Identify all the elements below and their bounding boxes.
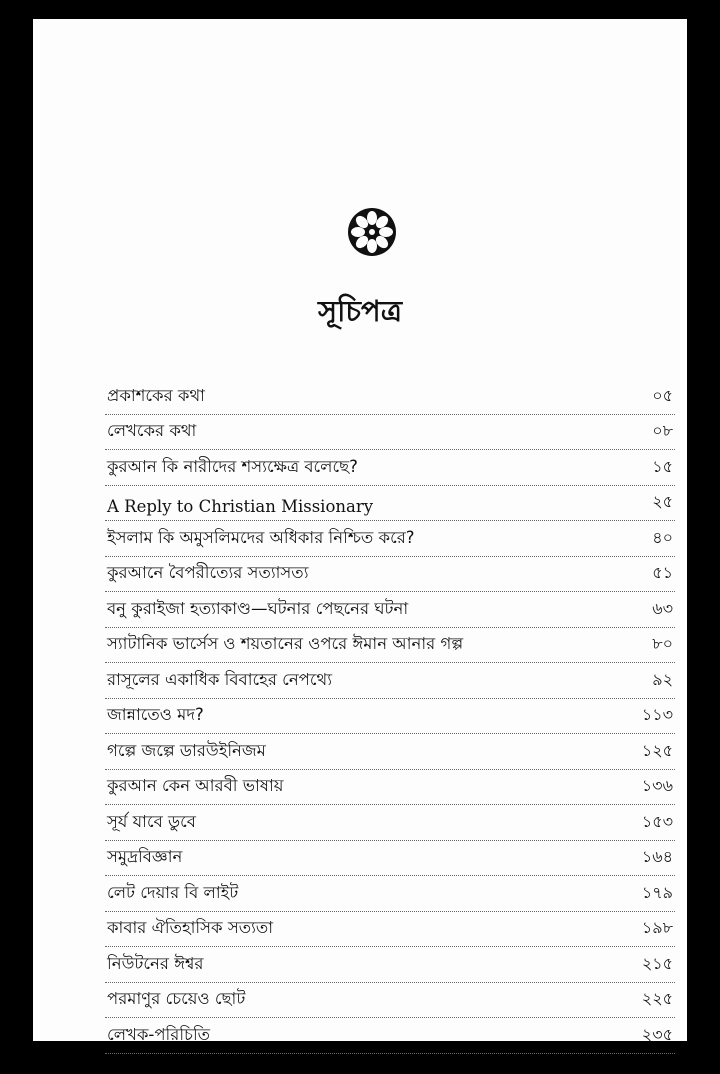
toc-entry-title: কুরআনে বৈপরীত্যের সত্যাসত্য — [107, 563, 309, 582]
toc-entry[interactable] — [105, 912, 675, 948]
toc-entry-title: কুরআন কি নারীদের শস্যক্ষেত্র বলেছে? — [107, 456, 358, 476]
toc-entry[interactable] — [105, 699, 675, 735]
toc-entry-title: গল্পে জল্পে ডারউইনিজম — [107, 740, 266, 760]
toc-entry-page: ০৮ — [652, 421, 673, 440]
toc-entry-title: প্রকাশকের কথা — [107, 385, 205, 405]
toc-entry-title: সূর্য যাবে ডুবে — [107, 811, 196, 831]
table-of-contents — [105, 379, 675, 1054]
toc-entry[interactable] — [105, 1018, 675, 1054]
toc-entry-page: ৮০ — [652, 634, 673, 653]
toc-entry-page: ২৫ — [652, 492, 673, 511]
toc-entry-page: ১৫ — [652, 456, 673, 476]
toc-entry[interactable] — [105, 805, 675, 841]
toc-entry-page: ৪০ — [652, 527, 673, 547]
toc-entry-page: ২৩৫ — [641, 1024, 673, 1044]
flower-ornament-icon — [346, 206, 398, 258]
toc-entry-page: ১১৩ — [641, 705, 673, 724]
toc-entry[interactable] — [105, 841, 675, 877]
toc-entry-title: ইসলাম কি অমুসলিমদের অধিকার নিশ্চিত করে? — [107, 527, 415, 547]
toc-entry[interactable] — [105, 876, 675, 912]
toc-entry-title: জান্নাতেও মদ? — [107, 705, 204, 724]
toc-entry-page: ২২৫ — [641, 989, 673, 1008]
toc-entry[interactable] — [105, 628, 675, 664]
toc-entry[interactable] — [105, 947, 675, 983]
toc-entry-page: ৫১ — [652, 563, 673, 582]
page-title: সূচিপত্র — [317, 294, 403, 328]
toc-entry-page: ০৫ — [652, 385, 673, 405]
toc-entry-title: কুরআন কেন আরবী ভাষায় — [107, 776, 284, 795]
toc-entry-page: ১৬৪ — [641, 847, 673, 866]
toc-entry-title: বনু কুরাইজা হত্যাকাণ্ড—ঘটনার পেছনের ঘটনা — [107, 598, 409, 618]
toc-entry[interactable] — [105, 379, 675, 415]
toc-entry-title: সমুদ্রবিজ্ঞান — [107, 847, 183, 866]
toc-entry[interactable] — [105, 770, 675, 806]
toc-entry-title: লেট দেয়ার বি লাইট — [107, 882, 239, 902]
toc-entry-page: ২১৫ — [641, 953, 673, 973]
toc-entry-title: কাবার ঐতিহাসিক সত্যতা — [107, 918, 274, 937]
toc-entry-page: ১৫৩ — [641, 811, 673, 831]
toc-entry-title: রাসূলের একাধিক বিবাহের নেপথ্যে — [107, 669, 332, 689]
toc-entry-title: নিউটনের ঈশ্বর — [107, 953, 204, 973]
toc-entry[interactable] — [105, 663, 675, 699]
toc-entry-page: ৬৩ — [652, 598, 673, 618]
toc-entry-page: ১৯৮ — [641, 918, 673, 937]
toc-entry-page: ৯২ — [652, 669, 673, 689]
toc-entry[interactable] — [105, 983, 675, 1019]
toc-entry-title: A Reply to Christian Missionary — [107, 497, 374, 516]
toc-entry[interactable] — [105, 521, 675, 557]
toc-entry[interactable] — [105, 415, 675, 451]
toc-entry-title: পরমাণুর চেয়েও ছোট — [107, 989, 246, 1008]
toc-entry-title: লেখক-পরিচিতি — [107, 1024, 211, 1044]
toc-entry-page: ১৩৬ — [641, 776, 673, 795]
toc-entry-page: ১৭৯ — [641, 882, 673, 902]
book-page — [33, 19, 687, 1044]
toc-entry[interactable] — [105, 734, 675, 770]
toc-entry-page: ১২৫ — [641, 740, 673, 760]
toc-entry-title: লেখকের কথা — [107, 421, 197, 440]
toc-entry[interactable] — [105, 450, 675, 486]
toc-entry[interactable] — [105, 557, 675, 593]
toc-entry-title: স্যাটানিক ভার্সেস ও শয়তানের ওপরে ঈমান আনার গল্প — [107, 634, 464, 653]
toc-entry[interactable] — [105, 486, 675, 522]
toc-entry[interactable] — [105, 592, 675, 628]
